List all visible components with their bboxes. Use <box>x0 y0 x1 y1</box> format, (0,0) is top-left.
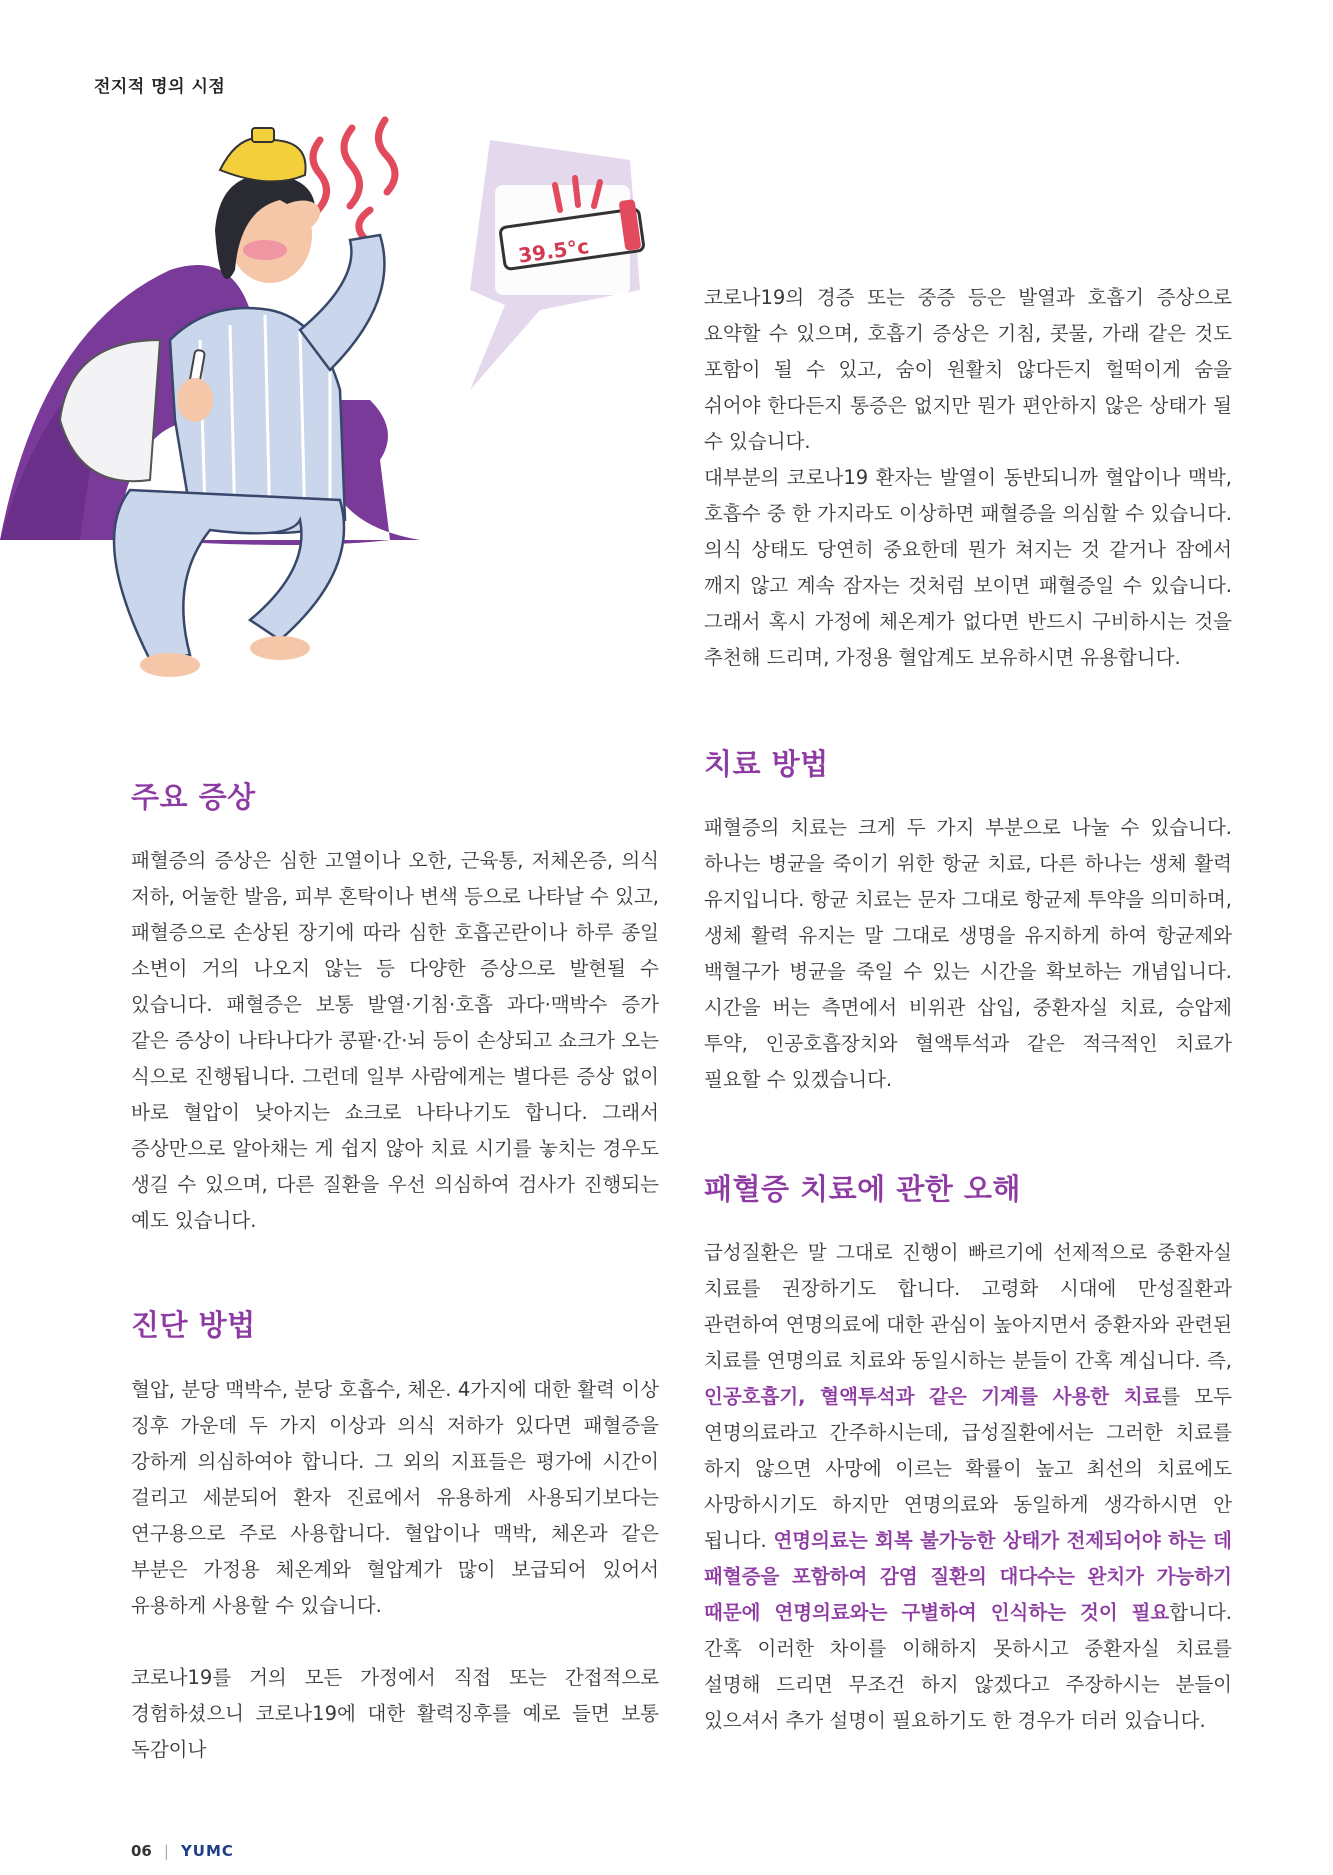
section-title-symptoms: 주요 증상 <box>131 780 256 814</box>
misconception-text-2: 를 모두 연명의료라고 간주하시는데, 급성질환에서는 그러한 치료를 하지 않으면 사망에 이르는 확률이 높고 최선의 치료에도 사망하시기도 하지만 연명의료와 동일하게 생각하시면 안 됩니다. <box>704 1385 1232 1552</box>
diagnosis-body-2: 코로나19를 거의 모든 가정에서 직접 또는 간접적으로 경험하셨으니 코로나19에 대한 활력징후를 예로 들면 보통 독감이나 <box>131 1666 659 1761</box>
page-number: 06 <box>131 1842 152 1860</box>
footer-separator: | <box>163 1842 169 1860</box>
misconception-text-3: 합니다. 간혹 이러한 차이를 이해하지 못하시고 중환자실 치료를 설명해 드리면 무조건 하지 않겠다고 주장하시는 분들이 있으셔서 추가 설명이 필요하기도 한 경우가 더러 있습니다. <box>704 1601 1232 1732</box>
intro-paragraph-1: 코로나19의 경증 또는 중증 등은 발열과 호흡기 증상으로 요약할 수 있으며, 호흡기 증상은 기침, 콧물, 가래 같은 것도 포함이 될 수 있고, 숨이 원활치 않다든지 헐떡이게 숨을 쉬어야 한다든지 통증은 없지만 뭔가 편안하지 않은 상태가 될 수 있습니다. <box>704 286 1232 453</box>
page-footer <box>131 1842 234 1860</box>
diagnosis-body-1: 혈압, 분당 맥박수, 분당 호흡수, 체온. 4가지에 대한 활력 이상 징후 가운데 두 가지 이상과 의식 저하가 있다면 패혈증을 강하게 의심하여야 합니다. 그 외의 지표들은 평가에 시간이 걸리고 세분되어 환자 진료에서 유용하게 사용되기보다는 연구용으로 주로 사용합니다. 혈압이나 맥박, 체온과 같은 부분은 가정용 체온계와 혈압계가 많이 보급되어 있어서 유용하게 사용할 수 있습니다. <box>131 1378 659 1617</box>
thermometer-reading: 39.5°c <box>516 234 591 268</box>
treatment-body: 패혈증의 치료는 크게 두 가지 부분으로 나눌 수 있습니다. 하나는 병균을 죽이기 위한 항균 치료, 다른 하나는 생체 활력 유지입니다. 항균 치료는 문자 그대로 항균제 투약을 의미하며, 생체 활력 유지는 말 그대로 생명을 유지하게 하여 항균제와 백혈구가 병균을 죽일 수 있는 시간을 확보하는 개념입니다. 시간을 버는 측면에서 비위관 삽입, 중환자실 치료, 승압제 투약, 인공호흡장치와 혈액투석과 같은 적극적인 치료가 필요할 수 있겠습니다. <box>704 816 1232 1091</box>
speech-bubble <box>470 140 640 390</box>
page-header: 전지적 명의 시점 <box>94 77 226 97</box>
section-title-diagnosis: 진단 방법 <box>131 1308 256 1342</box>
yumc-logo: YUMC <box>180 1842 234 1860</box>
sick-person-illustration <box>0 100 660 700</box>
intro-paragraph-2: 대부분의 코로나19 환자는 발열이 동반되니까 혈압이나 맥박, 호흡수 중 한 가지라도 이상하면 패혈증을 의심할 수 있습니다. 의식 상태도 당연히 중요한데 뭔가 쳐지는 것 같거나 잠에서 깨지 않고 계속 잠자는 것처럼 보이면 패혈증일 수 있습니다. 그래서 혹시 가정에 체온계가 없다면 반드시 구비하시는 것을 추천해 드리며, 가정용 혈압계도 보유하시면 유용합니다. <box>704 466 1232 669</box>
misconception-text-1: 급성질환은 말 그대로 진행이 빠르기에 선제적으로 중환자실 치료를 권장하기도 합니다. 고령화 시대에 만성질환과 관련하여 연명의료에 대한 관심이 높아지면서 중환자와 관련된 치료를 연명의료 치료와 동일시하는 분들이 간혹 계십니다. 즉, <box>704 1241 1232 1372</box>
pajama-legs <box>114 490 344 660</box>
symptoms-body: 패혈증의 증상은 심한 고열이나 오한, 근육통, 저체온증, 의식 저하, 어눌한 발음, 피부 혼탁이나 변색 등으로 나타날 수 있고, 패혈증으로 손상된 장기에 따라 심한 호흡곤란이나 하루 종일 소변이 거의 나오지 않는 등 다양한 증상으로 발현될 수 있습니다. 패혈증은 보통 발열·기침·호흡 과다·맥박수 증가 같은 증상이 나타나다가 콩팥·간·뇌 등이 손상되고 쇼크가 오는 식으로 진행됩니다. 그런데 일부 사람에게는 별다른 증상 없이 바로 혈압이 낮아지는 쇼크로 나타나기도 합니다. 그래서 증상만으로 알아채는 게 쉽지 않아 치료 시기를 놓치는 경우도 생길 수 있으며, 다른 질환을 우선 의심하여 검사가 진행되는 예도 있습니다. <box>131 849 659 1232</box>
ice-pack-icon <box>220 138 306 181</box>
misconception-highlight-2: 연명의료는 회복 불가능한 상태가 전제되어야 하는 데 패혈증을 포함하여 감염 질환의 대다수는 완치가 가능하기 때문에 연명의료와는 구별하여 인식하는 것이 필요 <box>704 1529 1232 1624</box>
misconception-body <box>704 1235 1232 1739</box>
section-title-misconception: 패혈증 치료에 관한 오해 <box>704 1172 1021 1206</box>
section-title-treatment: 치료 방법 <box>704 747 829 781</box>
misconception-highlight-1: 인공호흡기, 혈액투석과 같은 기계를 사용한 치료 <box>704 1385 1162 1408</box>
